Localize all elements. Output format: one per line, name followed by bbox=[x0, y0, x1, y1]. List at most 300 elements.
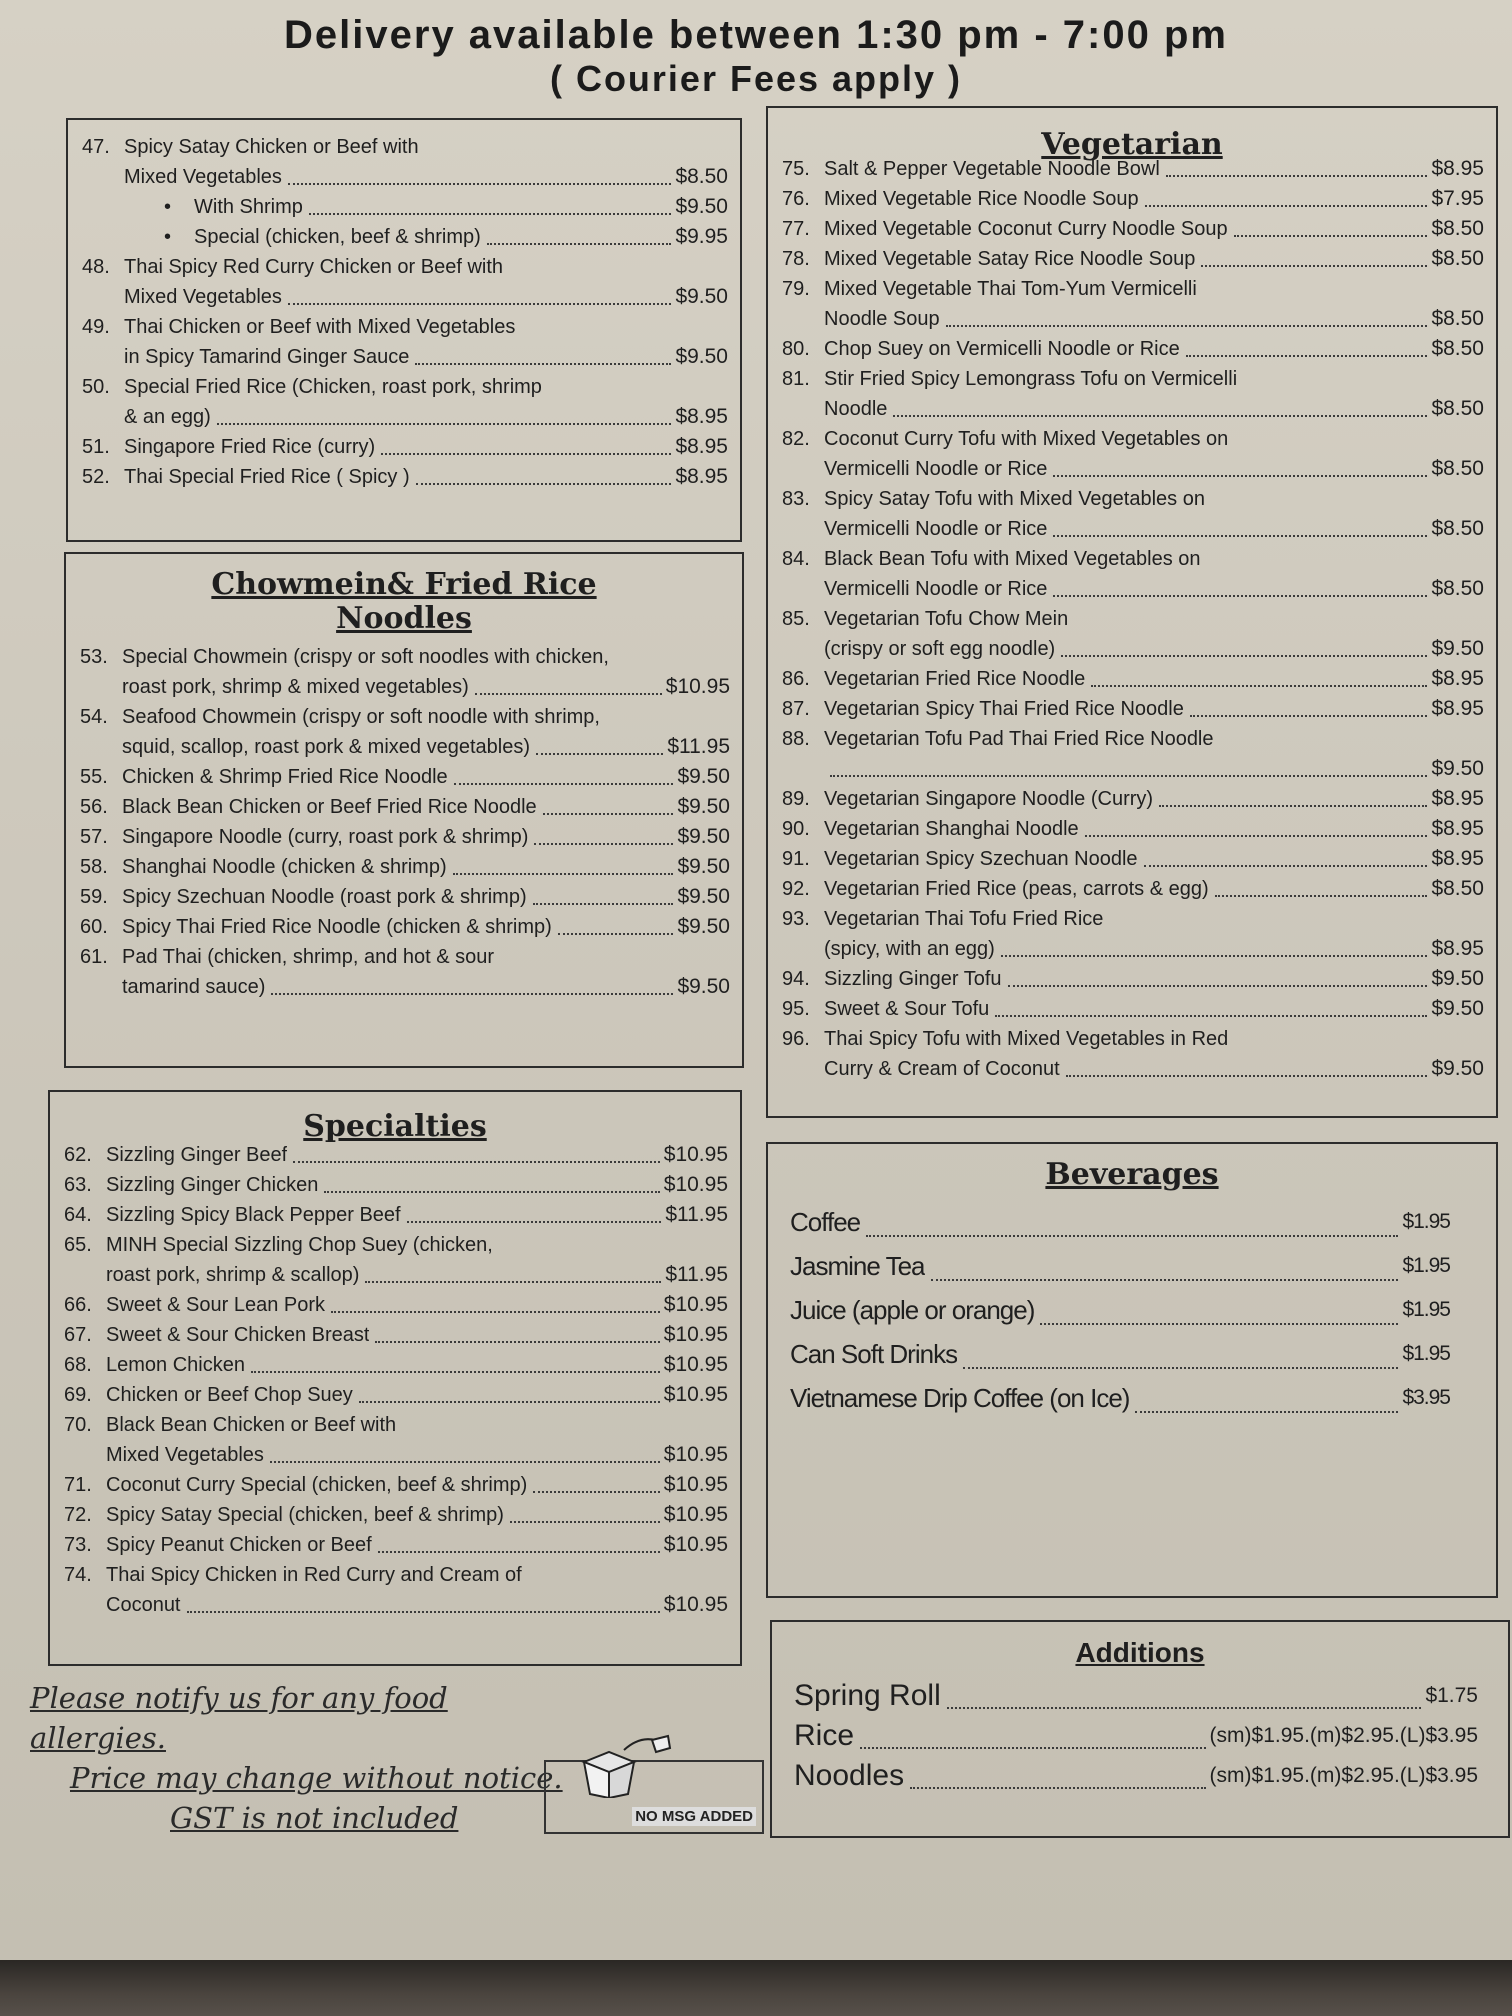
menu-item bbox=[794, 1676, 1478, 1716]
menu-item bbox=[782, 784, 1484, 814]
table-surface bbox=[0, 1960, 1512, 2016]
item-name: Noodles bbox=[794, 1759, 905, 1792]
menu-item bbox=[64, 1470, 728, 1500]
dot-leader bbox=[1053, 535, 1427, 537]
chowmein-box bbox=[64, 552, 744, 1068]
item-price: $8.95 bbox=[675, 405, 728, 428]
menu-item bbox=[782, 994, 1484, 1024]
item-name: Thai Special Fried Rice ( Spicy ) bbox=[124, 466, 410, 488]
menu-item bbox=[80, 792, 730, 822]
item-price: $9.50 bbox=[677, 795, 730, 818]
item-name: Mixed Vegetables bbox=[124, 166, 282, 188]
menu-item bbox=[782, 1024, 1484, 1084]
item-number: 58. bbox=[80, 856, 108, 878]
item-name-line: Thai Spicy Chicken in Red Curry and Cream of bbox=[106, 1564, 522, 1586]
dot-leader bbox=[1145, 205, 1428, 207]
dot-leader bbox=[931, 1279, 1399, 1281]
item-number: 77. bbox=[782, 218, 810, 240]
menu-item bbox=[82, 252, 728, 312]
dot-leader bbox=[365, 1281, 661, 1283]
dot-leader bbox=[947, 1707, 1422, 1709]
menu-item bbox=[80, 822, 730, 852]
item-number: 52. bbox=[82, 466, 110, 488]
dot-leader bbox=[1091, 685, 1427, 687]
item-name: Singapore Fried Rice (curry) bbox=[124, 436, 376, 458]
menu-item bbox=[64, 1560, 728, 1620]
item-number: 88. bbox=[782, 728, 810, 750]
item-name-line: Coconut Curry Tofu with Mixed Vegetables on bbox=[824, 428, 1229, 450]
dot-leader bbox=[309, 213, 672, 215]
dot-leader bbox=[995, 1015, 1427, 1017]
dot-leader bbox=[1066, 1075, 1428, 1077]
item-number: 85. bbox=[782, 608, 810, 630]
beverages-box bbox=[766, 1142, 1498, 1598]
item-number: 92. bbox=[782, 878, 810, 900]
menu-item bbox=[64, 1380, 728, 1410]
specialties-box bbox=[48, 1090, 742, 1666]
menu-item bbox=[64, 1290, 728, 1320]
menu-item bbox=[782, 724, 1484, 784]
menu-item bbox=[794, 1756, 1478, 1796]
menu-item bbox=[794, 1716, 1478, 1756]
item-price: $8.95 bbox=[675, 465, 728, 488]
item-name: Coconut bbox=[106, 1594, 181, 1616]
menu-item bbox=[64, 1500, 728, 1530]
item-price: $10.95 bbox=[665, 675, 730, 698]
item-price: (sm)$1.95.(m)$2.95.(L)$3.95 bbox=[1209, 1764, 1478, 1787]
menu-list bbox=[80, 642, 730, 1002]
item-name: Mixed Vegetable Rice Noodle Soup bbox=[824, 188, 1139, 210]
menu-item bbox=[790, 1376, 1450, 1420]
vegetarian-box bbox=[766, 106, 1498, 1118]
menu-item bbox=[80, 702, 730, 762]
menu-item bbox=[782, 154, 1484, 184]
item-number: 84. bbox=[782, 548, 810, 570]
dot-leader bbox=[533, 1491, 659, 1493]
menu-item bbox=[790, 1200, 1450, 1244]
menu-item bbox=[782, 844, 1484, 874]
item-name: Vegetarian Spicy Szechuan Noodle bbox=[824, 848, 1138, 870]
dot-leader bbox=[963, 1367, 1398, 1369]
item-name-line: Thai Spicy Red Curry Chicken or Beef with bbox=[124, 256, 504, 278]
menu-item bbox=[80, 762, 730, 792]
item-name: squid, scallop, roast pork & mixed vegetables) bbox=[122, 736, 530, 758]
item-price: $8.50 bbox=[675, 165, 728, 188]
item-name: Salt & Pepper Vegetable Noodle Bowl bbox=[824, 158, 1160, 180]
bullet-icon: • bbox=[164, 226, 172, 248]
item-number: 87. bbox=[782, 698, 810, 720]
item-price: $8.95 bbox=[1431, 697, 1484, 720]
item-name: Noodle bbox=[824, 398, 888, 420]
menu-item bbox=[782, 424, 1484, 484]
item-number: 55. bbox=[80, 766, 108, 788]
vegetarian-title: Vegetarian bbox=[1041, 127, 1223, 162]
dot-leader bbox=[407, 1221, 662, 1223]
dot-leader bbox=[1085, 835, 1428, 837]
item-price: $9.50 bbox=[1431, 997, 1484, 1020]
item-price: $9.50 bbox=[675, 345, 728, 368]
dot-leader bbox=[1053, 475, 1427, 477]
item-number: 70. bbox=[64, 1414, 92, 1436]
item-name-line: Thai Spicy Tofu with Mixed Vegetables in Red bbox=[824, 1028, 1229, 1050]
item-name: Noodle Soup bbox=[824, 308, 940, 330]
item-name: Vegetarian Fried Rice Noodle bbox=[824, 668, 1086, 690]
item-number: 66. bbox=[64, 1294, 92, 1316]
item-name: & an egg) bbox=[124, 406, 211, 428]
item-price: $9.50 bbox=[1431, 637, 1484, 660]
dot-leader bbox=[187, 1611, 660, 1613]
dot-leader bbox=[910, 1787, 1205, 1789]
item-number: 95. bbox=[782, 998, 810, 1020]
specialties-title: Specialties bbox=[303, 1109, 487, 1144]
dot-leader bbox=[510, 1521, 660, 1523]
dot-leader bbox=[1001, 955, 1428, 957]
item-price: $1.95 bbox=[1402, 1342, 1450, 1365]
item-number: 89. bbox=[782, 788, 810, 810]
item-price: $10.95 bbox=[663, 1593, 728, 1616]
dot-leader bbox=[416, 483, 672, 485]
item-number: 54. bbox=[80, 706, 108, 728]
item-price: $10.95 bbox=[663, 1293, 728, 1316]
item-number: 90. bbox=[782, 818, 810, 840]
item-number: 81. bbox=[782, 368, 810, 390]
item-number: 62. bbox=[64, 1144, 92, 1166]
dot-leader bbox=[293, 1161, 660, 1163]
item-name: Spicy Szechuan Noodle (roast pork & shrimp) bbox=[122, 886, 527, 908]
item-price: $8.50 bbox=[1431, 247, 1484, 270]
item-name: Chicken & Shrimp Fried Rice Noodle bbox=[122, 766, 448, 788]
menu-item bbox=[64, 1320, 728, 1350]
additions-box bbox=[770, 1620, 1510, 1838]
item-price: $9.50 bbox=[675, 285, 728, 308]
item-price: $9.50 bbox=[677, 765, 730, 788]
item-name-line: Black Bean Tofu with Mixed Vegetables on bbox=[824, 548, 1201, 570]
item-name: Coconut Curry Special (chicken, beef & shrimp) bbox=[106, 1474, 528, 1496]
item-name: Spicy Thai Fried Rice Noodle (chicken & shrimp) bbox=[122, 916, 552, 938]
dot-leader bbox=[536, 753, 663, 755]
dot-leader bbox=[453, 873, 674, 875]
item-name: Vermicelli Noodle or Rice bbox=[824, 458, 1048, 480]
price-change-note: Price may change without notice. bbox=[70, 1761, 563, 1795]
item-price: $8.50 bbox=[1431, 877, 1484, 900]
item-price: $9.50 bbox=[677, 975, 730, 998]
item-name: in Spicy Tamarind Ginger Sauce bbox=[124, 346, 410, 368]
dot-leader bbox=[288, 183, 672, 185]
menu-item bbox=[64, 1350, 728, 1380]
item-price: $1.95 bbox=[1402, 1298, 1450, 1321]
item-price: $11.95 bbox=[665, 1263, 728, 1286]
beverages-title: Beverages bbox=[1045, 1157, 1219, 1192]
item-price: $9.50 bbox=[1431, 967, 1484, 990]
menu-item bbox=[80, 642, 730, 702]
item-name: Singapore Noodle (curry, roast pork & shrimp) bbox=[122, 826, 529, 848]
item-price: $10.95 bbox=[663, 1503, 728, 1526]
notes bbox=[30, 1678, 590, 1838]
gst-note: GST is not included bbox=[170, 1801, 459, 1835]
item-number: 53. bbox=[80, 646, 108, 668]
item-price: $8.95 bbox=[1431, 847, 1484, 870]
dot-leader bbox=[1234, 235, 1428, 237]
item-number: 73. bbox=[64, 1534, 92, 1556]
item-number: 75. bbox=[782, 158, 810, 180]
item-price: $7.95 bbox=[1431, 187, 1484, 210]
dot-leader bbox=[378, 1551, 660, 1553]
dot-leader bbox=[1186, 355, 1428, 357]
dot-leader bbox=[1144, 865, 1428, 867]
item-number: 63. bbox=[64, 1174, 92, 1196]
menu-item bbox=[64, 1530, 728, 1560]
menu-item bbox=[782, 814, 1484, 844]
allergy-note: Please notify us for any food allergies. bbox=[30, 1681, 448, 1755]
dot-leader bbox=[830, 775, 1427, 777]
courier-fees-note: ( Courier Fees apply ) bbox=[549, 58, 963, 99]
item-name: Sizzling Spicy Black Pepper Beef bbox=[106, 1204, 401, 1226]
item-number: 94. bbox=[782, 968, 810, 990]
item-name: Vegetarian Fried Rice (peas, carrots & egg) bbox=[824, 878, 1209, 900]
item-number: 50. bbox=[82, 376, 110, 398]
item-price: $8.50 bbox=[1431, 217, 1484, 240]
menu-item bbox=[782, 904, 1484, 964]
item-name: Sizzling Ginger Tofu bbox=[824, 968, 1002, 990]
item-name: Sizzling Ginger Chicken bbox=[106, 1174, 319, 1196]
dot-leader bbox=[1040, 1323, 1398, 1325]
item-name: Rice bbox=[794, 1719, 855, 1752]
item-price: $9.50 bbox=[1431, 1057, 1484, 1080]
dot-leader bbox=[1061, 655, 1427, 657]
dot-leader bbox=[1215, 895, 1428, 897]
item-name-line: Vegetarian Tofu Chow Mein bbox=[824, 608, 1069, 630]
item-name: Chicken or Beef Chop Suey bbox=[106, 1384, 353, 1406]
item-number: 78. bbox=[782, 248, 810, 270]
item-name: Mixed Vegetables bbox=[124, 286, 282, 308]
item-name: Vegetarian Singapore Noodle (Curry) bbox=[824, 788, 1154, 810]
item-number: 57. bbox=[80, 826, 108, 848]
dot-leader bbox=[217, 423, 672, 425]
dot-leader bbox=[946, 325, 1428, 327]
item-price: $8.95 bbox=[1431, 667, 1484, 690]
menu-item bbox=[80, 912, 730, 942]
item-name: Sweet & Sour Chicken Breast bbox=[106, 1324, 370, 1346]
item-price: $8.50 bbox=[1431, 457, 1484, 480]
item-price: $8.95 bbox=[1431, 937, 1484, 960]
dot-leader bbox=[1159, 805, 1427, 807]
delivery-hours: Delivery available between 1:30 pm - 7:00 pm bbox=[284, 13, 1228, 57]
item-number: 86. bbox=[782, 668, 810, 690]
menu-item bbox=[64, 1230, 728, 1290]
dot-leader bbox=[534, 843, 673, 845]
dot-leader bbox=[331, 1311, 660, 1313]
dot-leader bbox=[251, 1371, 660, 1373]
menu-item bbox=[64, 1200, 728, 1230]
item-number: 67. bbox=[64, 1324, 92, 1346]
dot-leader bbox=[543, 813, 674, 815]
item-number: 71. bbox=[64, 1474, 92, 1496]
item-price: $9.50 bbox=[677, 855, 730, 878]
menu-item bbox=[82, 462, 728, 492]
item-price: $9.50 bbox=[675, 195, 728, 218]
item-number: 68. bbox=[64, 1354, 92, 1376]
dot-leader bbox=[375, 1341, 659, 1343]
menu-list bbox=[82, 132, 728, 492]
item-name: Mixed Vegetable Satay Rice Noodle Soup bbox=[824, 248, 1196, 270]
dot-leader bbox=[270, 1461, 660, 1463]
item-price: $1.95 bbox=[1402, 1210, 1450, 1233]
dot-leader bbox=[1166, 175, 1428, 177]
item-name: Black Bean Chicken or Beef Fried Rice Noodle bbox=[122, 796, 537, 818]
item-price: $8.50 bbox=[1431, 577, 1484, 600]
item-name-line: Vegetarian Thai Tofu Fried Rice bbox=[824, 908, 1104, 930]
dot-leader bbox=[359, 1401, 660, 1403]
menu-item bbox=[64, 1410, 728, 1470]
item-name: Vegetarian Shanghai Noodle bbox=[824, 818, 1079, 840]
menu-item bbox=[790, 1332, 1450, 1376]
menu-item bbox=[80, 882, 730, 912]
item-name-line: Special Fried Rice (Chicken, roast pork, shrimp bbox=[124, 376, 542, 398]
dot-leader bbox=[1135, 1411, 1398, 1413]
menu-item bbox=[790, 1288, 1450, 1332]
item-number: 49. bbox=[82, 316, 110, 338]
item-name-line: MINH Special Sizzling Chop Suey (chicken, bbox=[106, 1234, 493, 1256]
dot-leader bbox=[381, 453, 671, 455]
no-msg-badge bbox=[544, 1760, 764, 1834]
item-name-line: Thai Chicken or Beef with Mixed Vegetables bbox=[124, 316, 516, 338]
item-price: $9.95 bbox=[675, 225, 728, 248]
item-name: (crispy or soft egg noodle) bbox=[824, 638, 1056, 660]
item-name: Curry & Cream of Coconut bbox=[824, 1058, 1060, 1080]
dot-leader bbox=[454, 783, 674, 785]
item-name: Shanghai Noodle (chicken & shrimp) bbox=[122, 856, 447, 878]
item-name-line: Special Chowmein (crispy or soft noodles with chicken, bbox=[122, 646, 609, 668]
delivery-header bbox=[0, 12, 1512, 100]
item-number: 79. bbox=[782, 278, 810, 300]
item-number: 59. bbox=[80, 886, 108, 908]
item-number: 91. bbox=[782, 848, 810, 870]
item-name: Spicy Satay Special (chicken, beef & shrimp) bbox=[106, 1504, 504, 1526]
item-price: $10.95 bbox=[663, 1473, 728, 1496]
item-name-line: Spicy Satay Chicken or Beef with bbox=[124, 136, 419, 158]
item-name-line: Stir Fried Spicy Lemongrass Tofu on Vermicelli bbox=[824, 368, 1238, 390]
item-price: $1.95 bbox=[1402, 1254, 1450, 1277]
menu-item bbox=[782, 214, 1484, 244]
item-number: 74. bbox=[64, 1564, 92, 1586]
bullet-icon: • bbox=[164, 196, 172, 218]
item-name: Jasmine Tea bbox=[790, 1251, 925, 1281]
dot-leader bbox=[487, 243, 672, 245]
dot-leader bbox=[475, 693, 662, 695]
item-number: 48. bbox=[82, 256, 110, 278]
item-name: Spicy Peanut Chicken or Beef bbox=[106, 1534, 372, 1556]
item-number: 56. bbox=[80, 796, 108, 818]
takeout-box-icon bbox=[564, 1732, 684, 1798]
item-price: $10.95 bbox=[663, 1353, 728, 1376]
item-name: Juice (apple or orange) bbox=[790, 1295, 1035, 1325]
item-price: $10.95 bbox=[663, 1143, 728, 1166]
item-number: 69. bbox=[64, 1384, 92, 1406]
menu-item bbox=[82, 372, 728, 432]
menu-item bbox=[782, 544, 1484, 604]
item-price: $8.50 bbox=[1431, 397, 1484, 420]
menu-item bbox=[82, 432, 728, 462]
item-price: $8.95 bbox=[1431, 817, 1484, 840]
dot-leader bbox=[1190, 715, 1428, 717]
menu-item bbox=[82, 132, 728, 192]
item-number: 83. bbox=[782, 488, 810, 510]
dot-leader bbox=[893, 415, 1427, 417]
item-name: Spring Roll bbox=[794, 1679, 941, 1712]
dot-leader bbox=[1008, 985, 1428, 987]
item-number: 64. bbox=[64, 1204, 92, 1226]
item-number: 60. bbox=[80, 916, 108, 938]
item-name: Chop Suey on Vermicelli Noodle or Rice bbox=[824, 338, 1180, 360]
item-name: roast pork, shrimp & mixed vegetables) bbox=[122, 676, 469, 698]
item-price: $11.95 bbox=[667, 735, 730, 758]
menu-item bbox=[80, 852, 730, 882]
item-name-line: Mixed Vegetable Thai Tom-Yum Vermicelli bbox=[824, 278, 1197, 300]
item-name: (spicy, with an egg) bbox=[824, 938, 995, 960]
item-number: 82. bbox=[782, 428, 810, 450]
menu-item bbox=[782, 664, 1484, 694]
item-number: 61. bbox=[80, 946, 108, 968]
item-price: $10.95 bbox=[663, 1323, 728, 1346]
menu-item bbox=[782, 694, 1484, 724]
item-price: $9.50 bbox=[677, 825, 730, 848]
dot-leader bbox=[415, 363, 671, 365]
item-name: Special (chicken, beef & shrimp) bbox=[194, 226, 481, 248]
menu-list bbox=[64, 1140, 728, 1620]
item-name: Vietnamese Drip Coffee (on Ice) bbox=[790, 1383, 1130, 1413]
no-msg-label: NO MSG ADDED bbox=[632, 1807, 756, 1826]
item-price: $8.95 bbox=[675, 435, 728, 458]
item-number: 93. bbox=[782, 908, 810, 930]
menu-item bbox=[782, 274, 1484, 334]
item-name-line: Seafood Chowmein (crispy or soft noodle with shrimp, bbox=[122, 706, 600, 728]
menu-item bbox=[82, 192, 728, 222]
dot-leader bbox=[324, 1191, 659, 1193]
item-price: $1.75 bbox=[1425, 1684, 1478, 1707]
item-price: $11.95 bbox=[665, 1203, 728, 1226]
dot-leader bbox=[533, 903, 674, 905]
item-price: $9.50 bbox=[677, 885, 730, 908]
item-name: Mixed Vegetables bbox=[106, 1444, 264, 1466]
item-name: roast pork, shrimp & scallop) bbox=[106, 1264, 360, 1286]
item-name: Mixed Vegetable Coconut Curry Noodle Soup bbox=[824, 218, 1228, 240]
item-number: 51. bbox=[82, 436, 110, 458]
item-name: Lemon Chicken bbox=[106, 1354, 245, 1376]
item-name: tamarind sauce) bbox=[122, 976, 266, 998]
menu-item bbox=[782, 484, 1484, 544]
item-number: 76. bbox=[782, 188, 810, 210]
dot-leader bbox=[558, 933, 674, 935]
additions-title: Additions bbox=[1075, 1637, 1205, 1668]
menu-item bbox=[782, 334, 1484, 364]
menu-item bbox=[782, 874, 1484, 904]
item-price: $10.95 bbox=[663, 1173, 728, 1196]
dot-leader bbox=[860, 1747, 1206, 1749]
item-price: $8.50 bbox=[1431, 307, 1484, 330]
item-price: $9.50 bbox=[677, 915, 730, 938]
item-name: Vermicelli Noodle or Rice bbox=[824, 518, 1048, 540]
menu-item bbox=[790, 1244, 1450, 1288]
item-name-line: Pad Thai (chicken, shrimp, and hot & sour bbox=[122, 946, 495, 968]
item-name: Can Soft Drinks bbox=[790, 1339, 958, 1369]
dot-leader bbox=[1201, 265, 1427, 267]
item-name: Vegetarian Spicy Thai Fried Rice Noodle bbox=[824, 698, 1184, 720]
menu-list bbox=[790, 1200, 1450, 1420]
item-name-line: Vegetarian Tofu Pad Thai Fried Rice Noodle bbox=[824, 728, 1214, 750]
item-price: $10.95 bbox=[663, 1533, 728, 1556]
menu-item bbox=[782, 964, 1484, 994]
menu-item bbox=[64, 1140, 728, 1170]
